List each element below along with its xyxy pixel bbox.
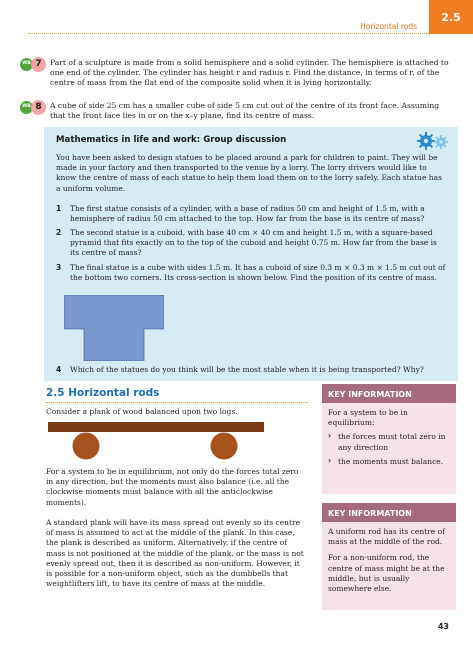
page-number: 43 [437, 622, 449, 631]
discussion-intro: You have been asked to design statues to be placed around a park for children to paint. They will be made in your factory and then transported to the venue by a lorry. The lorry drivers would like to know the centre of mass of each statue to help them load them on to the lorry safely. Each statue has a uniform volume. [56, 153, 442, 193]
page-header [0, 0, 473, 34]
item-text: The final statue is a cube with sides 1.5 m. It has a cuboid of size 0.3 m × 0.3 m × 1.5 m cut out of the bottom two corners. Its cross-section is shown below. Find the position of its centre of mass. [70, 263, 446, 283]
key-info-lead: For a system to be in equilibrium: [328, 408, 408, 428]
header-rule [28, 33, 429, 34]
section-tab: 2.5 [429, 0, 473, 34]
item-number: 2 [56, 228, 62, 237]
key-info-box-1 [322, 384, 456, 494]
group-discussion-panel [44, 127, 458, 381]
item-number: 4 [56, 365, 62, 374]
gears-icon [416, 131, 450, 151]
key-info-paragraph: For a non-uniform rod, the centre of mass might be at the middle, but is usually somewhere else. [328, 553, 445, 594]
worked-example-badge-icon: WB [20, 101, 33, 114]
running-title: Horizontal rods [360, 22, 417, 31]
paragraph-equilibrium: For a system to be in equilibrium, not only do the forces total zero in any direction, but the moments must also balance (i.e. all the clockwise moments must balance with all the anticlockwise moments). [46, 467, 299, 507]
item-text: The first statue consists of a cylinder, with a base of radius 50 cm and height of 1.5 m, with a hemisphere of radius 50 cm attached to the top. How far from the base is its centre of mass? [70, 204, 425, 224]
paragraph-uniform: A standard plank will have its mass spread out evenly so its centre of mass is assumed to act at the middle of the plank. In this case, the plank is described as uniform. Alternatively, if the centre of mass is not positioned at the middle of the plank, or the mass is not evenly spread out, then it is described as non-uniform. However, it is possible for a non-uniform object, such as the dumbbells that weightlifters lift, to have its centre of mass at the middle. [46, 518, 304, 589]
paragraph-intro: Consider a plank of wood balanced upon two logs. [46, 407, 238, 416]
plank-on-logs-figure [46, 420, 266, 464]
cross-section-shape [64, 295, 164, 361]
discussion-heading: Mathematics in life and work: Group discussion [56, 135, 287, 145]
log-right [211, 433, 238, 460]
section-rule [46, 402, 308, 403]
question-number: 7 [31, 57, 46, 72]
question-text: A cube of side 25 cm has a smaller cube of side 5 cm cut out of the centre of its front face. Assuming that the front face lies in or on the x–y plane, find its centre of mass. [50, 101, 440, 121]
item-text: Which of the statues do you think will be the most stable when it is being transported? Why? [70, 365, 424, 374]
section-title: 2.5 Horizontal rods [46, 387, 160, 399]
question-number: 8 [31, 100, 46, 115]
key-info-title: KEY INFORMATION [322, 503, 456, 522]
worked-example-badge-icon: WB [20, 58, 33, 71]
question-8 [20, 101, 450, 123]
plank [48, 422, 264, 432]
key-info-paragraph: A uniform rod has its centre of mass at the middle of the rod. [328, 527, 445, 547]
statue-cross-section [64, 295, 164, 361]
key-info-bullet: › the moments must balance. [328, 457, 450, 467]
question-7 [20, 58, 450, 100]
item-number: 3 [56, 263, 62, 272]
question-text: Part of a sculpture is made from a solid hemisphere and a solid cylinder. The hemisphere is attached to one end of the cylinder. The cylinder has height r and radius r. Find the distance, in terms of r, of the centre of mass from the flat end of the composite solid when it is lying horizontally. [50, 58, 449, 88]
item-text: The second statue is a cuboid, with base 40 cm × 40 cm and height 1.5 m, with a square-based pyramid that fits exactly on to the top of the cuboid and height 0.75 m. How far from the base is its centre of mass? [70, 228, 437, 258]
item-number: 1 [56, 204, 62, 213]
key-info-bullet: › the forces must total zero in any direction [328, 432, 450, 452]
key-info-title: KEY INFORMATION [322, 384, 456, 403]
key-info-box-2 [322, 503, 456, 610]
log-left [73, 433, 100, 460]
